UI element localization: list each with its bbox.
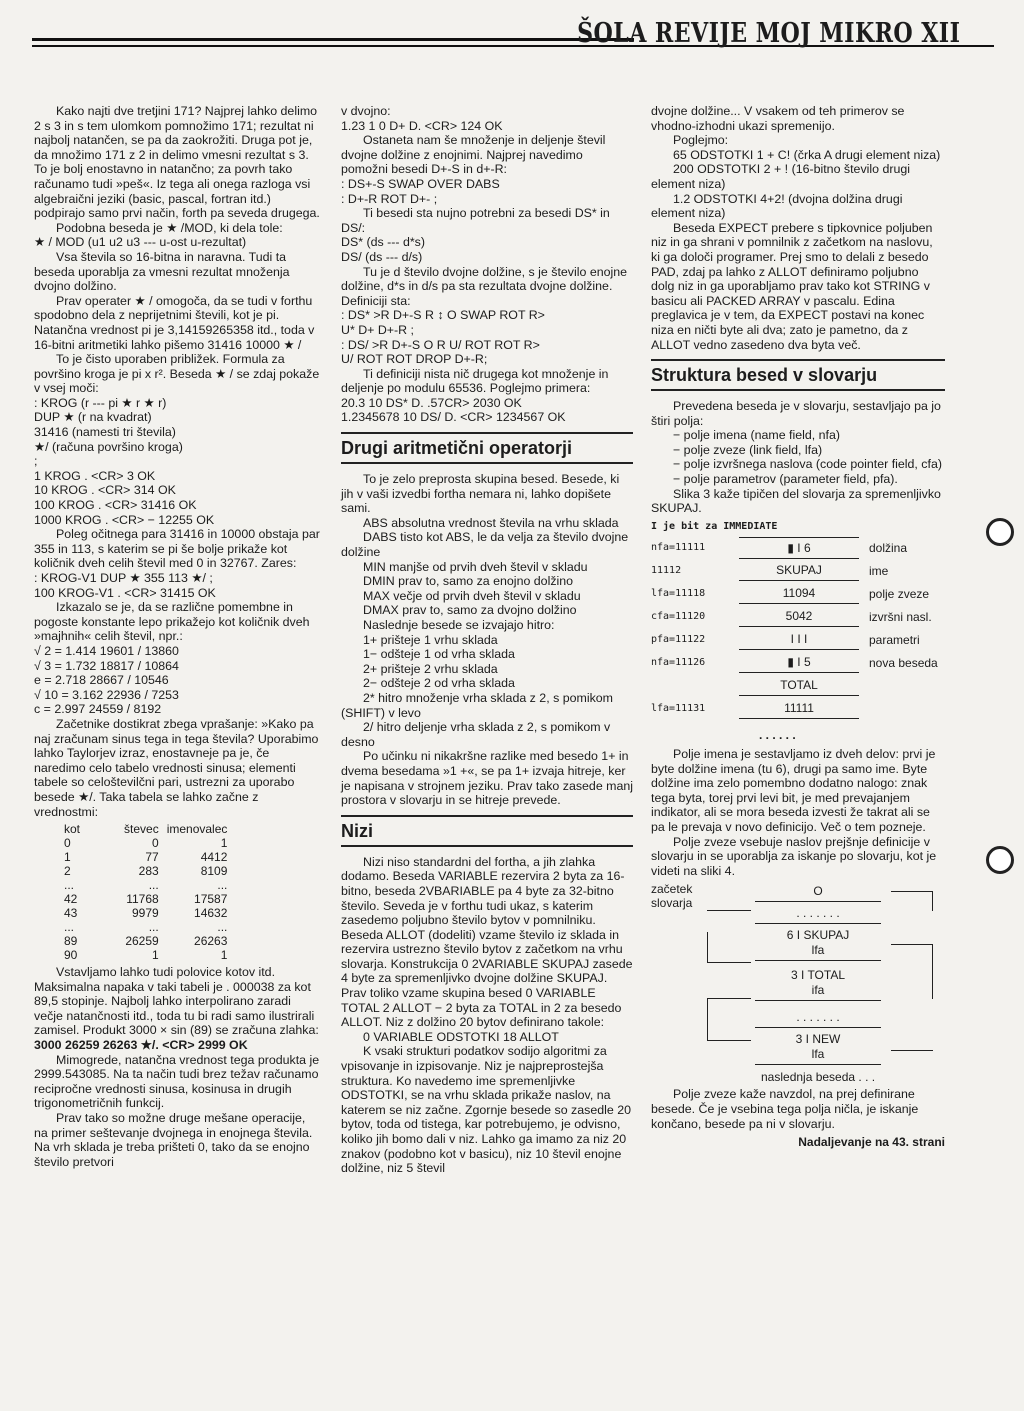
dict-cell: ▮ I 5 xyxy=(739,652,859,673)
code-line: 10 KROG . <CR> 314 OK xyxy=(34,483,176,498)
binder-hole-icon xyxy=(986,518,1014,546)
code-line: 1 KROG . <CR> 3 OK xyxy=(34,468,156,483)
table-row xyxy=(60,948,231,962)
dict-row xyxy=(651,536,945,559)
paragraph: Ostaneta nam še množenje in deljenje števil dvojne dolžine z enojnimi. Najprej navedimo pomožni besedi D+-S in d+-R: xyxy=(341,133,606,177)
dict-cell: TOTAL xyxy=(739,675,859,696)
paragraph: dvojne dolžine... V vsakem od teh primerov se vhodno-izhodni ukazi spremenijo. xyxy=(651,104,905,133)
header-rule xyxy=(32,38,634,41)
code-line: U* D+ D+-R ; xyxy=(341,322,414,337)
code-line: ; xyxy=(34,454,38,469)
section-heading: Nizi xyxy=(341,815,633,847)
field-item: − polje imena (name field, nfa) xyxy=(673,428,841,443)
table-cell: 1 xyxy=(152,948,159,963)
link-line xyxy=(707,998,708,1040)
operator-item: 1+ prišteje 1 vrhu sklada xyxy=(363,632,498,647)
column-2 xyxy=(341,104,633,1176)
constant-line: c = 2.997 24559 / 8192 xyxy=(34,702,162,717)
code-line: : D+-R ROT D+- ; xyxy=(341,191,438,206)
diagram-cell xyxy=(755,1032,881,1065)
field-item: − polje parametrov (parameter field, pfa). xyxy=(673,472,898,487)
next-word-label: naslednja beseda . . . xyxy=(761,1070,876,1085)
paragraph: Polje zveze vsebuje naslov prejšnje definicije v slovarju in se uporablja za iskanje po slovarju, kot je videti na sliki 4. xyxy=(651,834,937,878)
page-header xyxy=(32,18,994,52)
address-label: nfa=11126 xyxy=(651,656,706,668)
operator-item: 2* hitro množenje vrha sklada z 2, s pomikom (SHIFT) v levo xyxy=(341,690,613,720)
dict-row xyxy=(651,628,945,651)
table-cell: 17587 xyxy=(194,892,228,907)
address-label: lfa=11118 xyxy=(651,587,706,599)
constant-line: e = 2.718 28667 / 10546 xyxy=(34,673,169,688)
field-item: − polje izvršnega naslova (code pointer field, cfa) xyxy=(673,457,942,472)
diagram-cell xyxy=(755,968,881,1001)
dict-desc: parametri xyxy=(869,632,920,647)
column-3 xyxy=(651,104,945,1150)
table-cell: 11768 xyxy=(126,892,159,907)
code-line: 100 KROG . <CR> 31416 OK xyxy=(34,498,197,513)
code-line: U/ ROT ROT DROP D+-R; xyxy=(341,352,488,367)
table-cell: 14632 xyxy=(194,906,228,921)
paragraph: v dvojno: xyxy=(341,104,391,118)
table-cell: 2 xyxy=(64,864,71,879)
table-cell: 89 xyxy=(64,934,78,949)
paragraph: Tu je d število dvojne dolžine, s je število enojne dolžine, d*s in d/s pa sta rezultata dvojne dolžine. Definiciji sta: xyxy=(341,264,628,308)
code-line: ★/ (računa površino kroga) xyxy=(34,439,183,454)
table-cell: 42 xyxy=(64,892,78,907)
address-label: lfa=11131 xyxy=(651,702,706,714)
link-line xyxy=(932,891,933,911)
operator-item: MIN manjše od prvih dveh števil v skladu xyxy=(363,559,588,574)
dict-desc: izvršni nasl. xyxy=(869,609,932,624)
table-cell: 1 xyxy=(64,850,71,865)
code-line: DUP ★ (r na kvadrat) xyxy=(34,410,152,425)
table-row xyxy=(60,906,231,920)
link-line xyxy=(707,962,751,963)
table-cell: ... xyxy=(64,920,75,935)
sine-table xyxy=(60,822,231,962)
paragraph: 65 ODSTOTKI 1 + C! (črka A drugi element niza) xyxy=(673,147,941,162)
operator-item: 1− odšteje 1 od vrha sklada xyxy=(363,647,515,662)
paragraph: Prav operater ★ / omogoča, da se tudi v forthu spodobno dela z neprijetnimi števili, kot je pi. Natančna vrednost pi je 3,14159265358 itd., toda v 16-bitni aritmetiki lahko pišemo 31416 10000 ★ / xyxy=(34,293,315,352)
field-item: − polje zveze (link field, lfa) xyxy=(673,442,823,457)
operator-item: Naslednje besede se izvajajo hitro: xyxy=(363,618,555,632)
paragraph: Slika 3 kaže tipičen del slovarja za spremenljivko SKUPAJ. xyxy=(651,486,941,516)
paragraph: Po učinku ni nikakršne razlike med besedo 1+ in dvema besedama »1 +«, se pa 1+ izvaja hitreje, ker je napisana v strojnem jeziku. Prav tako zasede manj prostora v slovarju in se hitreje prevede. xyxy=(341,749,634,808)
paragraph: Prav tako so možne druge mešane operacije, na primer seštevanje dvojnega in enojnega števila. Na vrh sklada je treba prišteti 0, tako da se enojno število pretvori xyxy=(34,1111,313,1169)
table-cell: 77 xyxy=(145,850,159,865)
table-cell: 4412 xyxy=(200,850,228,865)
link-arrow xyxy=(891,891,933,892)
table-cell: ... xyxy=(148,920,159,935)
paragraph: Polje zveze kaže navzdol, na prej definirane besede. Če je vsebina tega polja ničla, je iskanje končano, besede pa ni v slovarju. xyxy=(651,1087,919,1131)
diagram-cell: O xyxy=(755,882,881,902)
table-row xyxy=(60,850,231,864)
table-cell: 0 xyxy=(152,836,159,851)
code-line: DS* (ds --- d*s) xyxy=(341,235,425,250)
diagram-cell xyxy=(755,928,881,961)
dict-cell: ▮ I 6 xyxy=(739,537,859,559)
dict-desc: ime xyxy=(869,563,889,578)
address-label: 11112 xyxy=(651,564,682,576)
continuation-note: Nadaljevanje na 43. strani xyxy=(798,1135,945,1150)
link-diagram xyxy=(651,882,945,1087)
link-arrow xyxy=(707,910,751,911)
dict-desc: polje zveze xyxy=(869,586,930,601)
paragraph: Izkazalo se je, da se različne pomembne in pogoste konstante lepo prikažejo kot količnik dveh »majhnih« celih števil, npr.: xyxy=(34,600,310,644)
dict-row xyxy=(651,674,945,697)
diagram-label: lfa xyxy=(811,1047,825,1062)
dict-row xyxy=(651,605,945,628)
dict-desc: nova beseda xyxy=(869,655,938,670)
table-row xyxy=(60,920,231,934)
code-line: 1.23 1 0 D+ D. <CR> 124 OK xyxy=(341,118,503,133)
table-header: imenovalec xyxy=(166,822,228,837)
paragraph: Začetnike dostikrat zbega vprašanje: »Kako pa naj zračunam sinus tega in tega števila? Uporabimo lahko Taylorjev izraz, enostavneje pa je, če naredimo celo tabelo vrednosti sinusa; elementi tabele so celoštevilčni pari, ustrezni za uporabo besede ★/. Taka tabela se lahko začne z vrednostmi: xyxy=(34,716,319,819)
diagram-cell: . . . . . . . xyxy=(755,904,881,924)
table-cell: 1 xyxy=(220,836,228,851)
dict-row xyxy=(651,651,945,674)
table-cell: 0 xyxy=(64,836,71,851)
diagram-label: lfa xyxy=(811,943,825,958)
operator-item: DMAX prav to, samo za dvojno dolžino xyxy=(363,603,577,618)
binder-hole-icon xyxy=(986,846,1014,874)
code-line: 20.3 10 DS* D. .57CR> 2030 OK xyxy=(341,395,522,410)
paragraph: Ti besedi sta nujno potrebni za besedi DS* in DS/: xyxy=(341,206,610,235)
paragraph: Ti definiciji nista nič drugega kot množenje in deljenje po modulu 65536. Poglejmo primera: xyxy=(341,366,609,396)
code-line: 31416 (namesti tri števila) xyxy=(34,425,176,440)
paragraph: Kako najti dve tretjini 171? Najprej lahko delimo 2 s 3 in s tem ulomkom pomnožimo 171; rezultat ni najbolj natančen, se pa da zaokrožiti. Druga pot je, da množimo 171 z 2 in delimo vmesni rezultat s 3. To je bolj enostavno in natančno; za povrh tako računamo tudi »peš«. Iz tega ali onega razloga vsi algebraični jeziki (basic, pascal, fortran itd.) podpirajo samo prvi način, forth pa seveda drugega. xyxy=(34,104,320,221)
code-line: : KROG (r --- pi ★ r ★ r) xyxy=(34,395,167,410)
operator-item: ABS absolutna vrednost števila na vrhu sklada xyxy=(363,515,619,530)
paragraph: Beseda EXPECT prebere s tipkovnice poljuben niz in ga shrani v pomnilnik z začetkom na naslovu, ki ga določi programer. Prej smo to delali z besedo PAD, zdaj pa lahko z ALLOT definiramo poljubno dolg niz in ga uporabljamo prav tako kot STRING v basicu ali PACKED ARRAY v pascalu. Edina preglavica je v tem, da EXPECT postavi na konec niza en ničti byte ali dva; zato je pametno, da z ALLOT vedno zasedeno dva byta več. xyxy=(651,220,933,352)
code-line: : KROG-V1 DUP ★ 355 113 ★/ ; xyxy=(34,571,213,585)
code-line: 1000 KROG . <CR> − 12255 OK xyxy=(34,512,215,527)
table-cell: 283 xyxy=(138,864,159,879)
table-row xyxy=(60,864,231,878)
link-line xyxy=(932,944,933,999)
constant-line: √ 10 = 3.162 22936 / 7253 xyxy=(34,687,179,702)
code-line: : DS+-S SWAP OVER DABS xyxy=(341,176,500,191)
code-line: 0 VARIABLE ODSTOTKI 18 ALLOT xyxy=(363,1029,559,1044)
dict-cell: SKUPAJ xyxy=(739,560,859,581)
code-line: : DS* >R D+-S R ↕ O SWAP ROT R> xyxy=(341,308,545,323)
page-title: ŠOLA REVIJE MOJ MIKRO XII xyxy=(576,18,960,49)
paragraph: To je čisto uporaben približek. Formula za površino kroga je pi x r². Beseda ★ / se zdaj pokaže v vsej moči: xyxy=(34,352,320,396)
table-cell: 8109 xyxy=(200,864,228,879)
address-label: pfa=11122 xyxy=(651,633,706,645)
table-cell: 26263 xyxy=(194,934,228,949)
dictionary-figure xyxy=(651,520,945,743)
continuation-dots: . . . . . . xyxy=(759,728,796,743)
dict-cell: 5042 xyxy=(739,606,859,627)
paragraph: Podobna beseda je ★ /MOD, ki dela tole: xyxy=(56,220,283,235)
constant-line: √ 3 = 1.732 18817 / 10864 xyxy=(34,658,179,673)
address-label: cfa=11120 xyxy=(651,610,706,622)
link-line xyxy=(707,1040,751,1041)
table-cell: ... xyxy=(217,878,228,893)
dict-row xyxy=(651,582,945,605)
table-cell: 1 xyxy=(220,948,228,963)
code-line: 100 KROG-V1 . <CR> 31415 OK xyxy=(34,585,216,600)
operator-item: 2− odšteje 2 od vrha sklada xyxy=(363,676,515,691)
table-cell: 26259 xyxy=(125,934,159,949)
dict-cell: 11111 xyxy=(739,698,859,719)
code-line: ★ / MOD (u1 u2 u3 --- u-ost u-rezultat) xyxy=(34,235,247,250)
dict-row xyxy=(651,559,945,582)
table-cell: ... xyxy=(64,878,75,893)
link-arrow xyxy=(707,998,751,999)
table-cell: 90 xyxy=(64,948,78,963)
section-heading: Struktura besed v slovarju xyxy=(651,359,945,391)
constant-line: √ 2 = 1.414 19601 / 13860 xyxy=(34,643,179,658)
paragraph: K vsaki strukturi podatkov sodijo algoritmi za vpisovanje in izpisovanje. Niz je najpreprostejša struktura. Ko navedemo ime spremenljivke ODSTOTKI, se na vrhu sklada prikaže naslov, na katerem se niz začne. Zgornje besede so zasedle 20 bytov, toda od tistega, kar potrebujemo, je odvisno, koliko jih bomo dali v niz. Lahko ga imamo za niz 20 znakov (podobno kot v basicu), niz 10 števil enojne dolžine, niz 5 števil xyxy=(341,1044,631,1176)
address-label: nfa=11111 xyxy=(651,541,706,553)
figure-caption: I je bit za IMMEDIATE xyxy=(651,520,778,532)
paragraph: Poglejmo: xyxy=(673,133,729,148)
paragraph: To je zelo preprosta skupina besed. Besede, ki jih v vaši izvedbi fortha nemara ni, lahko dopišete sami. xyxy=(341,472,620,516)
paragraph: Vsa števila so 16-bitna in naravna. Tudi ta beseda uporablja za vmesni rezultat množenja dvojno dolžino. xyxy=(34,249,290,294)
table-row xyxy=(60,878,231,892)
paragraph: Mimogrede, natančna vrednost tega produkta je 2999.543085. Na ta način tudi brez težav računamo recipročne vrednosti sinusa, kosinusa in drugih trigonometričnih funkcij. xyxy=(34,1052,320,1111)
operator-item: DABS tisto kot ABS, le da velja za število dvojne dolžine xyxy=(341,530,629,560)
table-row xyxy=(60,836,231,850)
code-line: 1.2345678 10 DS/ D. <CR> 1234567 OK xyxy=(341,410,566,425)
dict-cell: 11094 xyxy=(739,583,859,604)
code-line: 3000 26259 26263 ★/. <CR> 2999 OK xyxy=(34,1038,248,1053)
section-heading: Drugi aritmetični operatorji xyxy=(341,432,633,464)
paragraph: 1.2 ODSTOTKI 4+2! (dvojna dolžina drugi element niza) xyxy=(651,191,903,221)
table-header-row xyxy=(60,822,231,836)
table-cell: ... xyxy=(217,920,228,935)
dict-cell: I I I xyxy=(739,629,859,650)
table-cell: 43 xyxy=(64,906,78,921)
code-line: : DS/ >R D+-S O R U/ ROT ROT R> xyxy=(341,337,540,352)
table-header: števec xyxy=(124,822,159,837)
diagram-label: 6 I SKUPAJ xyxy=(786,928,850,943)
dict-row xyxy=(651,697,945,720)
operator-item: DMIN prav to, samo za enojno dolžino xyxy=(363,574,574,589)
link-line xyxy=(707,932,708,962)
paragraph: Polje imena je sestavljamo iz dveh delov: prvi je byte dolžine imena (tu 6), drugi pa samo ime. Byte dolžine ima zelo pomembno dodatno nalogo: znak tega byta, torej prvi levi bit, je med prevajanjem indikator, ali se mora beseda izvesti že takrat ali se pa le prevaja v novo definicijo. Več o tem pozneje. xyxy=(651,747,936,834)
diagram-label: ifa xyxy=(811,983,825,998)
paragraph: Nizi niso standardni del fortha, a jih zlahka dodamo. Beseda VARIABLE rezervira 2 byta za 16-bitno, beseda 2VBARIABLE pa 4 byte za 32-bitno število. Seveda je v forthu tudi ukaz, s katerim zasedemo poljubno število bytov v pomnilniku. Beseda ALLOT (dodeliti) vzame število iz sklada in rezervira ustrezno število bytov z začetkom na vrhu slovarja. Konstrukcija 0 2VARIABLE SKUPAJ zasede 4 byte za spremenljivko dvojne dolžine SKUPAJ. Prav toliko vzame skupina besed 0 VARIABLE TOTAL 2 ALLOT − 2 byta za TOTAL in 2 za besedo ALLOT. Niz z dolžino 20 bytov definirano takole: xyxy=(341,854,633,1030)
column-1 xyxy=(34,104,320,1169)
dict-desc: dolžina xyxy=(869,540,908,555)
diagram-cell: . . . . . . . xyxy=(755,1008,881,1028)
table-row xyxy=(60,892,231,906)
paragraph: Vstavljamo lahko tudi polovice kotov itd. Maksimalna napaka v taki tabeli je . 000038 za kot 89,5 stopinje. Najbolj lahko interpolirano zaradi večje natančnosti itd., toda tu bi radi samo ilustrirali zamisel. Produkt 3000 × sin (89) se zračuna zlahka: xyxy=(34,965,319,1038)
link-line xyxy=(891,1050,933,1051)
link-line xyxy=(891,944,933,945)
table-cell: 9979 xyxy=(132,906,159,921)
table-header: kot xyxy=(64,822,81,837)
table-cell: ... xyxy=(148,878,159,893)
paragraph: Poleg očitnega para 31416 in 10000 obstaja par 355 in 113, s katerim se pi še bolje prikaže kot količnik dveh celih števil med 0 in 32767. Zares: xyxy=(34,527,320,571)
operator-item: MAX večje od prvih dveh števil v skladu xyxy=(363,588,581,603)
paragraph: 200 ODSTOTKI 2 + ! (16-bitno število drugi element niza) xyxy=(651,162,911,191)
diagram-label: 3 I TOTAL xyxy=(790,968,846,983)
code-line: DS/ (ds --- d/s) xyxy=(341,249,423,264)
table-row xyxy=(60,934,231,948)
operator-item: 2/ hitro deljenje vrha sklada z 2, s pomikom v desno xyxy=(341,720,611,749)
operator-item: 2+ prišteje 2 vrhu sklada xyxy=(363,661,498,676)
diagram-label: 3 I NEW xyxy=(795,1032,841,1047)
paragraph: Prevedena beseda je v slovarju, sestavljajo pa jo štiri polja: xyxy=(651,399,941,428)
dictionary-start-label: začetek slovarja xyxy=(651,882,693,911)
